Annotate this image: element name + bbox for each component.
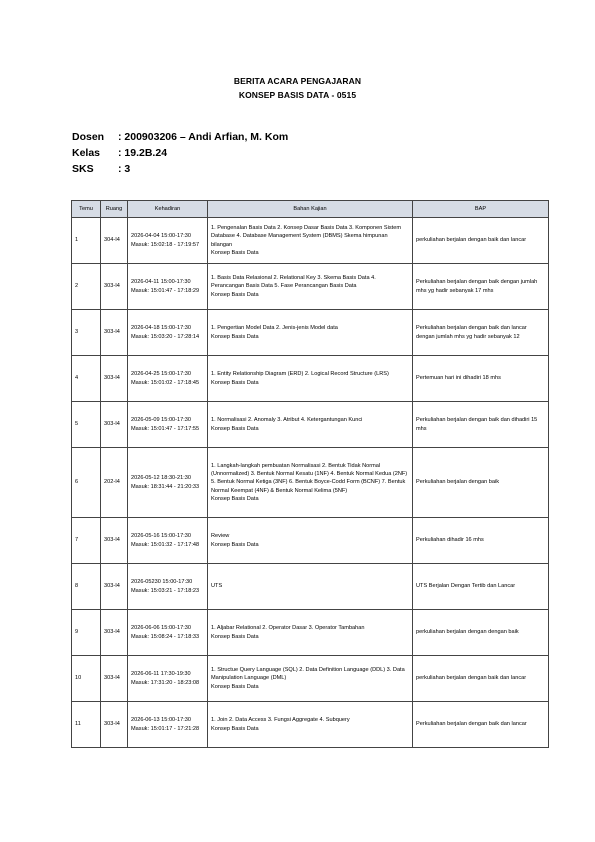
cell-temu	[72, 656, 101, 702]
cell-kehadiran-text: 2026-04-04 15:00-17:30 Masuk: 15:02:18 - 17:19:57	[131, 233, 200, 248]
cell-bahan-kajian	[208, 264, 413, 310]
header-kehadiran: Kehadiran	[128, 201, 208, 218]
course-title: KONSEP BASIS DATA - 0515	[238, 90, 357, 100]
header-temu: Temu	[72, 201, 101, 218]
cell-ruang	[101, 356, 128, 402]
cell-temu	[72, 564, 101, 610]
cell-bahan-kajian	[208, 656, 413, 702]
cell-ruang	[101, 702, 128, 748]
cell-bap-text: perkuliahan berjalan dengan baik dan lancar	[416, 675, 527, 682]
table-row	[72, 218, 549, 264]
cell-bap	[413, 264, 549, 310]
cell-kehadiran	[128, 518, 208, 564]
dosen-value: : 200903206 – Andi Arfian, M. Kom	[118, 131, 289, 143]
cell-bahan-kajian	[208, 310, 413, 356]
cell-bap-text: Perkuliahan berjalan dengan baik dan lancar	[416, 721, 527, 728]
cell-bahan-kajian-text: 1. Basis Data Relasional 2. Relational Key 3. Skema Basis Data 4. Perancangan Basis Data 5. Fase Perancangan Basis Data	[211, 275, 376, 290]
cell-kehadiran-text: 2026-05-12 18:30-21:30 Masuk: 18:31:44 - 21:20:33	[131, 475, 200, 490]
sks-value: : 3	[118, 163, 131, 175]
cell-temu-text: 1	[75, 237, 79, 244]
sks-row	[72, 163, 130, 175]
cell-bahan-kajian-text: 1. Structue Query Language (SQL) 2. Data Definition Language (DDL) 3. Data Manipulation Language (DML)	[211, 667, 405, 682]
cell-bahan-subject: Konsep Basis Data	[211, 379, 259, 386]
cell-bap-text: Perkuliahan berjalan dengan baik dan dihadiri 15 mhs	[416, 417, 538, 432]
cell-bahan-subject: Konsep Basis Data	[211, 249, 259, 256]
cell-bap-text: Perkuliahan dihadir 16 mhs	[416, 537, 484, 544]
cell-bahan-kajian-text: 1. Pengertian Model Data 2. Jenis-jenis Model data	[211, 325, 338, 332]
cell-bap-text: UTS Berjalan Dengan Tertib dan Lancar	[416, 583, 516, 590]
cell-bap	[413, 518, 549, 564]
cell-ruang	[101, 218, 128, 264]
cell-bap	[413, 448, 549, 518]
cell-bahan-kajian	[208, 218, 413, 264]
cell-bahan-subject: Konsep Basis Data	[211, 683, 259, 690]
cell-bahan-subject: Konsep Basis Data	[211, 425, 259, 432]
header-bap: BAP	[413, 201, 549, 218]
cell-temu	[72, 356, 101, 402]
cell-ruang	[101, 610, 128, 656]
cell-bahan-kajian-text: 1. Join 2. Data Access 3. Fungsi Aggregate 4. Subquery	[211, 717, 350, 724]
cell-bap	[413, 656, 549, 702]
cell-kehadiran	[128, 702, 208, 748]
cell-kehadiran-text: 2026-05230 15:00-17:30 Masuk: 15:03:21 - 17:18:23	[131, 579, 200, 594]
cell-kehadiran-text: 2026-05-09 15:00-17:30 Masuk: 15:01:47 - 17:17:55	[131, 417, 200, 432]
cell-bap-text: Pertemuan hari ini dihadiri 18 mhs	[416, 375, 501, 382]
cell-temu	[72, 518, 101, 564]
cell-bahan-kajian-text: UTS	[211, 583, 223, 590]
cell-bahan-kajian	[208, 356, 413, 402]
cell-ruang-text: 303-I4	[104, 629, 120, 636]
cell-bahan-kajian-text: 1. Aljabar Relational 2. Operator Dasar 3. Operator Tambahan	[211, 625, 365, 632]
cell-bahan-kajian-text: 1. Normalisasi 2. Anomaly 3. Atribut 4. Ketergantungan Kunci	[211, 417, 363, 424]
cell-temu-text: 4	[75, 375, 79, 382]
cell-temu	[72, 264, 101, 310]
cell-ruang	[101, 518, 128, 564]
cell-bahan-subject: Konsep Basis Data	[211, 333, 259, 340]
cell-ruang-text: 303-I4	[104, 421, 120, 428]
cell-bahan-kajian-text: Review	[211, 533, 230, 540]
cell-bahan-kajian	[208, 518, 413, 564]
table-row	[72, 610, 549, 656]
cell-bahan-subject: Konsep Basis Data	[211, 291, 259, 298]
cell-bap-text: Perkuliahan berjalan dengan baik dan lancar dengan jumlah mhs yg hadir sebanyak 12	[416, 325, 527, 340]
cell-temu-text: 8	[75, 583, 79, 590]
cell-bahan-subject: Konsep Basis Data	[211, 633, 259, 640]
cell-temu-text: 9	[75, 629, 79, 636]
cell-kehadiran	[128, 448, 208, 518]
cell-temu-text: 10	[75, 675, 82, 682]
kelas-label: Kelas	[72, 147, 101, 159]
cell-ruang	[101, 656, 128, 702]
table-row	[72, 518, 549, 564]
cell-temu	[72, 310, 101, 356]
table-row	[72, 402, 549, 448]
cell-ruang-text: 303-I4	[104, 583, 120, 590]
cell-ruang-text: 304-I4	[104, 237, 120, 244]
attendance-table	[71, 200, 549, 748]
cell-bahan-kajian	[208, 610, 413, 656]
cell-ruang	[101, 264, 128, 310]
cell-temu-text: 2	[75, 283, 79, 290]
cell-bahan-kajian-text: 1. Entity Relationship Diagram (ERD) 2. Logical Record Structure (LRS)	[211, 371, 389, 378]
cell-bap	[413, 610, 549, 656]
cell-bap-text: Perkuliahan berjalan dengan baik dengan jumlah mhs yg hadir sebanyak 17 mhs	[416, 279, 538, 294]
cell-ruang-text: 303-I4	[104, 375, 120, 382]
cell-ruang	[101, 564, 128, 610]
cell-kehadiran	[128, 264, 208, 310]
cell-bahan-kajian-text: 1. Langkah-langkah pembuatan Normalisasi 2. Bentuk Tidak Normal (Unnormalized) 3. Bentuk Normal Kesatu (1NF) 4. Bentuk Normal Kedua (2NF) 5. Bentuk Normal Ketiga (3NF) 6. Bentuk Boyce-Codd Form (BCNF) 7. Bentuk Normal Keempat (4NF) & Bentuk Normal Kelima (5NF)	[211, 462, 408, 494]
cell-ruang-text: 303-I4	[104, 283, 120, 290]
cell-kehadiran-text: 2026-05-16 15:00-17:30 Masuk: 15:01:32 - 17:17:48	[131, 533, 200, 548]
cell-temu	[72, 610, 101, 656]
table-row	[72, 310, 549, 356]
cell-temu	[72, 702, 101, 748]
cell-ruang	[101, 310, 128, 356]
cell-temu	[72, 218, 101, 264]
kelas-row	[72, 147, 167, 159]
cell-kehadiran	[128, 310, 208, 356]
cell-kehadiran-text: 2026-06-13 15:00-17:30 Masuk: 15:01:17 - 17:21:28	[131, 717, 200, 732]
cell-bahan-kajian	[208, 702, 413, 748]
cell-bap-text: perkuliahan berjalan dengan dengan baik	[416, 629, 519, 636]
cell-bap	[413, 402, 549, 448]
header-bahan-kajian: Bahan Kajian	[208, 201, 413, 218]
cell-bap	[413, 356, 549, 402]
cell-bahan-subject: Konsep Basis Data	[211, 725, 259, 732]
cell-ruang-text: 303-I4	[104, 675, 120, 682]
cell-bahan-kajian-text: 1. Pengenalan Basis Data 2. Konsep Dasar Basis Data 3. Komponen Sistem Database 4. Database Management System (DBMS) Skema himpunan bilangan	[211, 225, 401, 248]
cell-temu	[72, 402, 101, 448]
header-ruang: Ruang	[101, 201, 128, 218]
cell-temu-text: 11	[75, 721, 81, 728]
cell-ruang-text: 303-I4	[104, 721, 120, 728]
cell-kehadiran	[128, 356, 208, 402]
cell-bap-text: perkuliahan berjalan dengan baik dan lancar	[416, 237, 527, 244]
cell-kehadiran	[128, 610, 208, 656]
sks-label: SKS	[72, 163, 94, 175]
cell-kehadiran-text: 2026-04-18 15:00-17:30 Masuk: 15:03:20 - 17:28:14	[131, 325, 200, 340]
table-row	[72, 448, 549, 518]
dosen-row	[72, 131, 288, 143]
cell-ruang-text: 303-I4	[104, 537, 120, 544]
cell-ruang-text: 202-I4	[104, 479, 120, 486]
cell-bap	[413, 702, 549, 748]
document-title: BERITA ACARA PENGAJARAN	[233, 76, 362, 86]
cell-bap	[413, 310, 549, 356]
cell-bahan-kajian	[208, 564, 413, 610]
cell-ruang	[101, 402, 128, 448]
cell-temu	[72, 448, 101, 518]
table-row	[72, 356, 549, 402]
cell-ruang-text: 303-I4	[104, 329, 120, 336]
cell-kehadiran	[128, 402, 208, 448]
cell-ruang	[101, 448, 128, 518]
cell-bap	[413, 564, 549, 610]
kelas-value: : 19.2B.24	[118, 147, 168, 159]
cell-bahan-subject: Konsep Basis Data	[211, 541, 259, 548]
table-row	[72, 264, 549, 310]
dosen-label: Dosen	[72, 131, 105, 143]
cell-bap-text: Perkuliahan berjalan dengan baik	[416, 479, 500, 486]
cell-temu-text: 7	[75, 537, 79, 544]
table-row	[72, 656, 549, 702]
cell-bahan-subject: Konsep Basis Data	[211, 495, 259, 502]
cell-kehadiran-text: 2026-04-11 15:00-17:30 Masuk: 15:01:47 - 17:18:29	[131, 279, 200, 294]
cell-bap	[413, 218, 549, 264]
cell-kehadiran	[128, 656, 208, 702]
cell-kehadiran	[128, 564, 208, 610]
cell-temu-text: 5	[75, 421, 79, 428]
cell-temu-text: 6	[75, 479, 79, 486]
table-row	[72, 702, 549, 748]
cell-kehadiran	[128, 218, 208, 264]
cell-kehadiran-text: 2026-04-25 15:00-17:30 Masuk: 15:01:02 - 17:18:45	[131, 371, 200, 386]
cell-temu-text: 3	[75, 329, 79, 336]
cell-kehadiran-text: 2026-06-06 15:00-17:30 Masuk: 15:08:24 - 17:18:33	[131, 625, 200, 640]
table-header-row	[72, 201, 549, 218]
cell-bahan-kajian	[208, 402, 413, 448]
table-row	[72, 564, 549, 610]
cell-bahan-kajian	[208, 448, 413, 518]
cell-kehadiran-text: 2026-06-11 17:30-19:30 Masuk: 17:31:20 - 18:23:08	[131, 671, 200, 686]
